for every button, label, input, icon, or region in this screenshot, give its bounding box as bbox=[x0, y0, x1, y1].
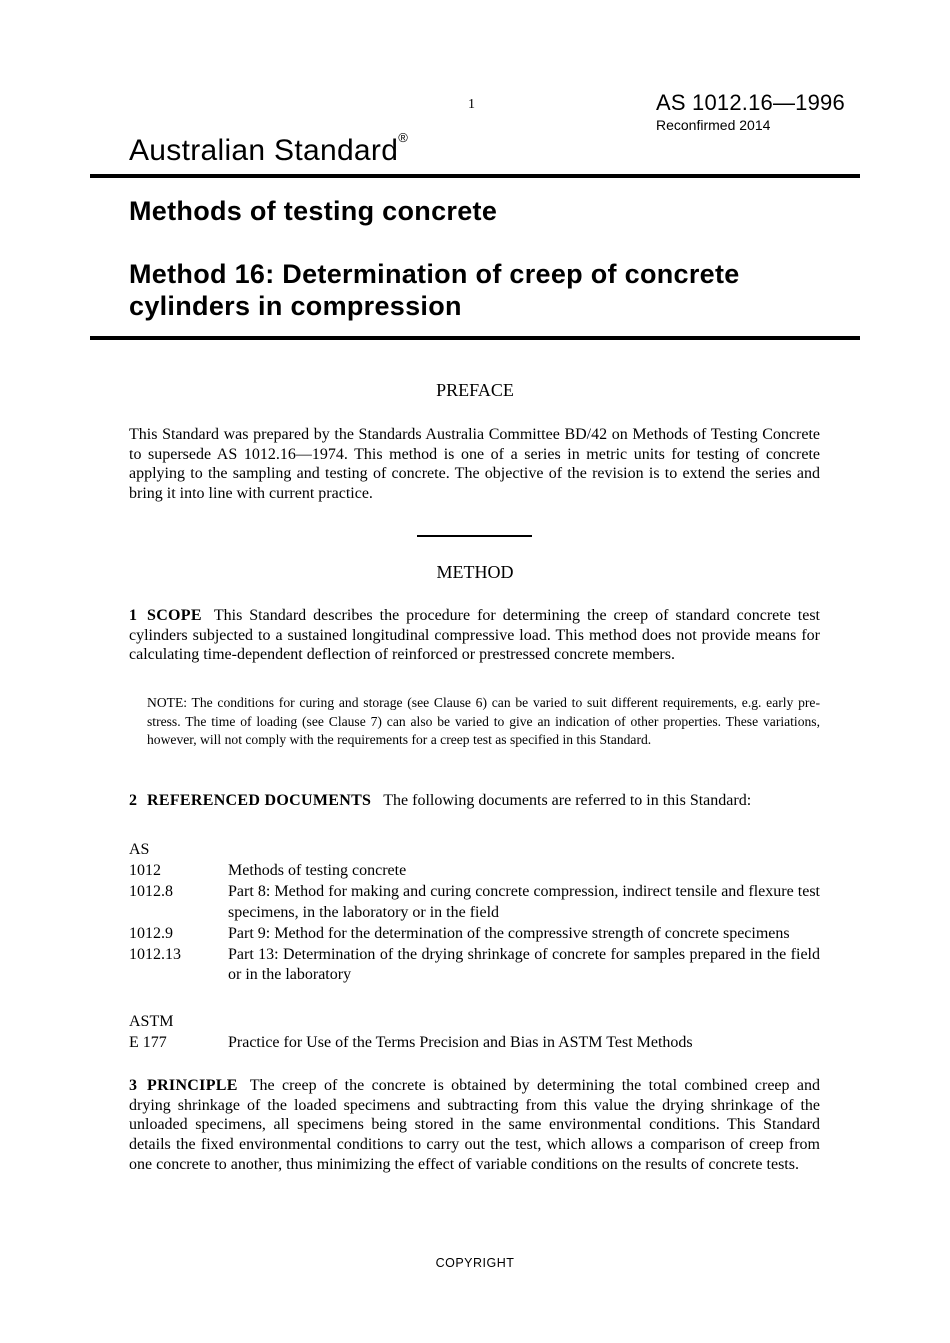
brand-text: Australian Standard bbox=[129, 134, 399, 167]
reference-code: E 177 bbox=[129, 1034, 167, 1051]
clause-number: 2 bbox=[129, 792, 137, 809]
clause-referenced-documents bbox=[129, 791, 820, 811]
series-title: Methods of testing concrete bbox=[129, 196, 498, 226]
reference-title: Practice for Use of the Terms Precision and Bias in ASTM Test Methods bbox=[228, 1034, 693, 1051]
clause-title: REFERENCED DOCUMENTS bbox=[147, 792, 372, 809]
reference-group-heading bbox=[129, 1012, 820, 1033]
preface-paragraph: This Standard was prepared by the Standards Australia Committee BD/42 on Methods of Testing Concrete to supersede AS 1012.16—1974. This method is one of a series in metric units for testing of concrete applying to the sampling and testing of concrete. The objective of the revision is to extend the series and bring it into line with current practice. bbox=[129, 426, 820, 503]
page-number: 1 bbox=[468, 97, 475, 112]
method-heading: METHOD bbox=[436, 562, 514, 582]
reference-item bbox=[129, 1033, 820, 1054]
reference-item bbox=[129, 882, 820, 923]
brand-title bbox=[129, 130, 409, 168]
reference-group-as bbox=[129, 840, 820, 986]
clause-scope bbox=[129, 606, 820, 665]
clause-title: SCOPE bbox=[147, 607, 202, 624]
clause-number: 1 bbox=[129, 607, 137, 624]
clause-text: This Standard describes the procedure for determining the creep of standard concrete test cylinders subjected to a sustained longitudinal compressive load. This method does not provide means for calculating time-dependent deflection of reinforced or prestressed concrete members. bbox=[129, 607, 820, 664]
reference-title: Part 8: Method for making and curing concrete compression, indirect tensile and flexure test specimens, in the laboratory or in the field bbox=[228, 883, 820, 921]
reference-group-heading bbox=[129, 840, 820, 861]
group-label: AS bbox=[129, 841, 150, 858]
clause-principle bbox=[129, 1076, 820, 1175]
top-rule bbox=[90, 174, 860, 178]
standard-number: AS 1012.16—1996 bbox=[656, 90, 845, 115]
reference-item bbox=[129, 861, 820, 882]
method-title: Method 16: Determination of creep of concrete cylinders in compression bbox=[129, 259, 740, 321]
clause-number: 3 bbox=[129, 1077, 137, 1094]
reference-code: 1012.8 bbox=[129, 883, 173, 900]
registered-mark: ® bbox=[398, 130, 409, 145]
bottom-rule bbox=[90, 336, 860, 340]
preface-heading: PREFACE bbox=[436, 380, 514, 400]
reference-title: Part 9: Method for the determination of the compressive strength of concrete specimens bbox=[228, 924, 790, 942]
reference-code: 1012.13 bbox=[129, 945, 181, 963]
reference-title: Part 13: Determination of the drying shrinkage of concrete for samples prepared in the field or in the laboratory bbox=[228, 945, 820, 983]
section-divider bbox=[417, 535, 532, 537]
clause-text: The following documents are referred to in this Standard: bbox=[383, 792, 752, 809]
copyright-footer: COPYRIGHT bbox=[435, 1256, 515, 1270]
clause-title: PRINCIPLE bbox=[147, 1077, 238, 1094]
reference-group-astm bbox=[129, 1012, 820, 1054]
reconfirmed-note: Reconfirmed 2014 bbox=[656, 117, 771, 133]
clause-text: The creep of the concrete is obtained by determining the total combined creep and drying shrinkage of the loaded specimens and subtracting from this value the drying shrinkage of the unloaded specimens, all specimens being stored in the same environmental conditions. This Standard details the fixed environmental conditions to carry out the test, which allows a comparison of creep from one concrete to another, thus minimizing the effect of variable conditions on the results of concrete tests. bbox=[129, 1077, 820, 1173]
reference-item bbox=[129, 924, 820, 945]
scope-note: NOTE: The conditions for curing and storage (see Clause 6) can be varied to suit different requirements, e.g. early pre-stress. The time of loading (see Clause 7) can also be varied to give an indication of other properties. These variations, however, will not comply with the requirements for a creep test as specified in this Standard. bbox=[147, 695, 820, 747]
reference-code: 1012.9 bbox=[129, 924, 173, 942]
group-label: ASTM bbox=[129, 1013, 174, 1030]
reference-code: 1012 bbox=[129, 862, 161, 879]
reference-title: Methods of testing concrete bbox=[228, 862, 407, 879]
reference-item bbox=[129, 945, 820, 986]
